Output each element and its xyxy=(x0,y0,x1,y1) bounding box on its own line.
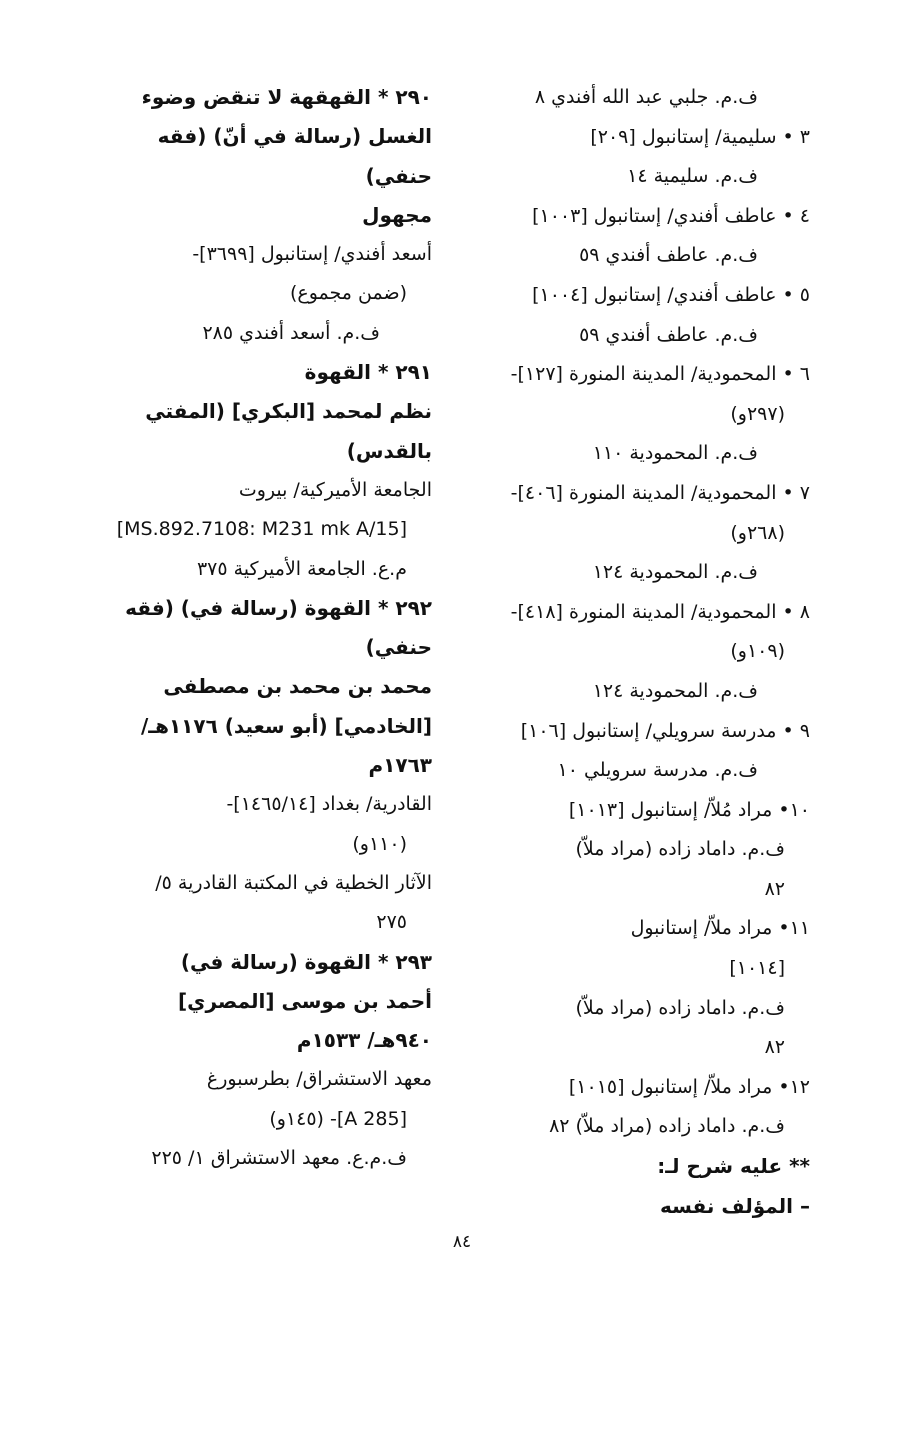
right-column-line: (١٠٩و) xyxy=(730,640,785,663)
right-column-line: ف.م. المحمودية ١٢٤ xyxy=(592,561,758,584)
left-column-line: ٢٩١ * القهوة xyxy=(304,360,432,385)
right-column-line: ١٠• مراد مُلاّ/ إستانبول [١٠١٣] xyxy=(568,798,810,821)
right-column-line: ف.م. داماد زاده (مراد ملاّ) xyxy=(575,996,785,1019)
left-column-line: ٩٤٠هـ/ ١٥٣٣م xyxy=(296,1028,432,1053)
right-column-line: ٤ • عاطف أفندي/ إستانبول [١٠٠٣] xyxy=(532,204,810,227)
left-column-line: أسعد أفندي/ إستانبول [٣٦٩٩]- xyxy=(192,243,432,266)
left-column-line: (١١٠و) xyxy=(352,832,407,855)
left-column-line: [MS.892.7108: M231 mk A/15] xyxy=(116,518,407,541)
left-column-line: بالقدس) xyxy=(346,438,432,463)
left-column-line: مجهول xyxy=(362,202,432,227)
right-column-line: (٢٦٨و) xyxy=(730,521,785,544)
right-column-line: (٢٩٧و) xyxy=(730,402,785,425)
page-number: ٨٤ xyxy=(452,1232,472,1252)
right-column-line: ١١• مراد ملاّ/ إستانبول xyxy=(630,917,810,940)
left-column-line: أحمد بن موسى [المصري] xyxy=(178,988,432,1013)
right-column-line: ف.م. المحمودية ١٢٤ xyxy=(592,679,758,702)
right-column-line: ٧ • المحمودية/ المدينة المنورة [٤٠٦]- xyxy=(510,481,810,504)
left-column-line: ف.م.ع. معهد الاستشراق ١/ ٢٢٥ xyxy=(151,1147,407,1170)
left-column-line: ٢٩٢ * القهوة (رسالة في) (فقه xyxy=(125,595,432,620)
right-column-line: ١٢• مراد ملاّ/ إستانبول [١٠١٥] xyxy=(568,1075,810,1098)
right-column-line: ف.م. عاطف أفندي ٥٩ xyxy=(579,323,758,346)
right-column-line: ٥ • عاطف أفندي/ إستانبول [١٠٠٤] xyxy=(532,283,810,306)
left-column-line: ٢٩٠ * القهقهة لا تنقض وضوء xyxy=(141,85,432,109)
right-column-line: ٩ • مدرسة سرويلي/ إستانبول [١٠٦] xyxy=(520,719,810,742)
right-column-line: ف.م. جلبي عبد الله أفندي ٨ xyxy=(534,86,758,108)
left-column xyxy=(92,78,432,1178)
right-column-line: ف.م. سليمية ١٤ xyxy=(627,165,758,188)
right-column-line: – المؤلف نفسه xyxy=(660,1193,810,1218)
left-column-line: محمد بن محمد بن مصطفى xyxy=(163,674,432,699)
right-column-line: ٨٢ xyxy=(764,877,785,900)
right-column-line: ف.م. المحمودية ١١٠ xyxy=(592,442,758,465)
left-column-line: [الخادمي] (أبو سعيد) ١١٧٦هـ/ xyxy=(140,713,432,738)
left-column-line: القادرية/ بغداد [١٤٦٥/١٤]- xyxy=(226,793,432,816)
left-column-line: ١٧٦٣م xyxy=(368,753,432,778)
right-column-line: ٨ • المحمودية/ المدينة المنورة [٤١٨]- xyxy=(510,600,810,623)
right-column-line: ف.م. عاطف أفندي ٥٩ xyxy=(579,244,758,267)
right-column-line: ** عليه شرح لـ: xyxy=(657,1154,810,1179)
left-column-line: (ضمن مجموع) xyxy=(289,282,407,305)
left-column-line: ٢٧٥ xyxy=(376,911,407,934)
right-column-line: ف.م. داماد زاده (مراد ملاّ) xyxy=(575,838,785,861)
left-column-line: ف.م. أسعد أفندي ٢٨٥ xyxy=(202,321,380,344)
left-column-line: الجامعة الأميركية/ بيروت xyxy=(238,478,432,501)
left-column-line: الغسل (رسالة في أنّ) (فقه xyxy=(157,124,432,149)
right-column-line: ٨٢ xyxy=(764,1036,785,1059)
left-column-line: [A 285]- (١٤٥و) xyxy=(269,1107,407,1130)
left-column-line: حنفي) xyxy=(365,163,432,188)
right-column-line: ف.م. داماد زاده (مراد ملاّ) ٨٢ xyxy=(549,1115,785,1138)
left-column-line: معهد الاستشراق/ بطرسبورغ xyxy=(206,1068,432,1091)
left-column-line: نظم لمحمد [البكري] (المفتي xyxy=(145,399,432,424)
left-column-line: حنفي) xyxy=(365,635,432,660)
right-column-line: [١٠١٤] xyxy=(729,957,785,980)
right-column-line: ف.م. مدرسة سرويلي ١٠ xyxy=(557,759,758,782)
left-column-line: ٢٩٣ * القهوة (رسالة في) xyxy=(180,949,432,974)
left-column-line: م.ع. الجامعة الأميركية ٣٧٥ xyxy=(196,557,407,580)
left-column-line: الآثار الخطية في المكتبة القادرية ٥/ xyxy=(155,871,432,894)
right-column-line: ٣ • سليمية/ إستانبول [٢٠٩] xyxy=(590,125,810,148)
right-column-line: ٦ • المحمودية/ المدينة المنورة [١٢٧]- xyxy=(510,363,810,386)
right-column xyxy=(470,78,810,1226)
